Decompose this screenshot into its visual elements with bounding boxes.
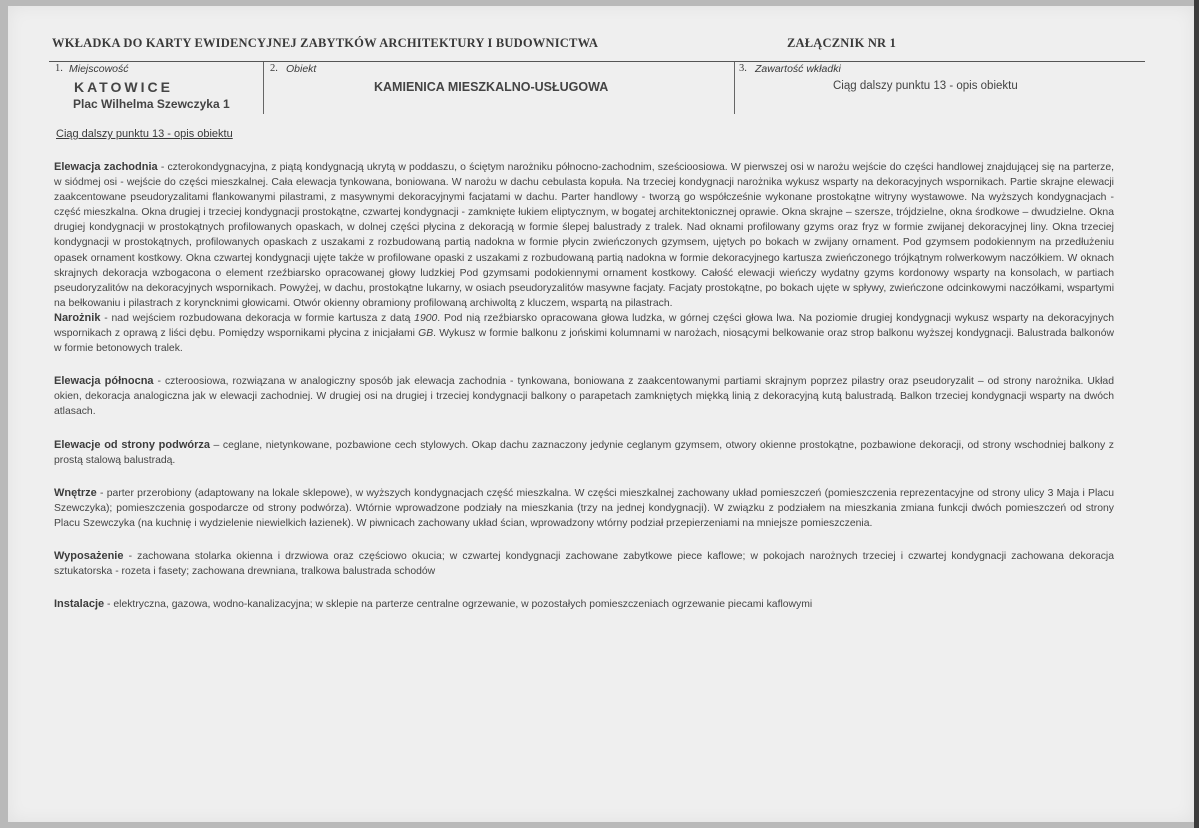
date-text: 1900 [414, 312, 438, 324]
section-text: - zachowana stolarka okienna i drzwiowa oraz częściowo okucia; w czwartej kondygnacji zachowane zabytkowe piece kaflowe; w pokojach narożnych trzeciej i czwartej kondygnacji zachowana dekoracja sztukatorska - rozeta i fasety; zachowana drewniana, tralkowa balustrada schodów [54, 550, 1114, 578]
north-elevation-paragraph [54, 374, 1114, 419]
section-heading: Narożnik [54, 311, 101, 324]
cell-number: 1. [55, 63, 63, 74]
locality-cell [49, 62, 263, 114]
section-heading: Wyposażenie [54, 549, 124, 562]
initials-text: GB [418, 328, 434, 340]
document-header [52, 32, 1132, 52]
attachment-number: ZAŁĄCZNIK NR 1 [787, 36, 897, 50]
section-text: - czterokondygnacyjna, z piątą kondygnacją ukrytą w poddaszu, o ściętym narożniku północno-zachodnim, sześcioosiowa. W pierwszej osi w narożu wejście do części handlowej znajdującej się na parterze, w siódmej osi - wejście do części mieszkalnej. Cała elewacja tynkowana, boniowana. W narożu w dachu cebulasta kopuła. Na trzeciej kondygnacji narożnika wykusz wsparty na dekoracyjnych wspornikach. Partie skrajne elewacji zaakcentowane pseudoryzalitami flankowanymi pilastrami, z masywnymi dekoracyjnymi facjatami w dachu. Parter handlowy - tworzą go współcześnie wykonane prostokątne witryny wystawowe. Na wyższych kondygnacjach - część mieszkalna. Okna drugiej i trzeciej kondygnacji prostokątne, czwartej kondygnacji - zamknięte łukiem eliptycznym, w bogatej architektonicznej oprawie. Okna skrajne – szersze, trójdzielne, okna środkowe – dwudzielne. Okna drugiej kondygnacji w prostokątnych profilowanych opaskach, w dolnej części płycina z dekoracją w formie ślepej balustrady z tralek. Nad oknami profilowany gzyms oraz fryz w formie zwijanej dekoracyjnej liny. Okna trzeciej kondygnacji w prostokątnych, profilowanych opaskach z uszakami z rozbudowaną partią nadokna w formie płycin zwieńczonych gzymsem, ujętych po bokach w zwijany ornament. Pod gzymsem podokiennym na przedłużeniu opasek ornament kostkowy. Okna czwartej kondygnacji ujęte także w profilowane opaski z uszakami z rozbudowaną partią nadokna w formie dekoracyjnego kartusza zwieńczonego trójkątnym rolwerkowym naczółkiem. W oknach skrajnych dekoracja wzbogacona o element rzeźbiarsko opracowanej głowy ludzkiej Pod gzymsami podokiennymi ornament kostkowy. Całość elewacji wieńczy wydatny gzyms kordonowy wsparty na konsolach, w partiach pseudoryzalitów na dekoracyjnych wspornikach. Powyżej, w dachu, prostokątne lukarny, w osiach pseudoryzalitów masywne facjaty. Facjaty prostokątne, po bokach ujęte w spływy, zwieńczone odcinkowymi naczółkami, wspartymi na bełkowaniu i pilastrach z koryncknimi głowicami. Otwór okienny obramiony profilowaną archiwoltą z kluczem, wspartą na pilastrach. [54, 162, 1114, 309]
street-address: Plac Wilhelma Szewczyka 1 [73, 97, 230, 111]
interior-paragraph [54, 486, 1114, 531]
section-text: - parter przerobiony (adaptowany na lokale sklepowe), w wyższych kondygnacjach część mieszkalna. W części mieszkalnej zachowany układ pomieszczeń (pomieszczenia reprezentacyjne od strony ulicy 3 Maja i Placu Szewczyka); pomieszczenia gospodarcze od strony podwórza). Wtórnie wprowadzone podziały na mieszkania (trzy na jednej kondygnacji). W związku z podziałem na mieszkania zmiana funkcji dwóch pomieszczeń od strony Placu Szewczyka (na kuchnię i wydzielenie niewielkich łazienek). W piwnicach zachowany układ ścian, wprowadzony wtórny podział przepierzeniami na mniejsze pomieszczenia. [54, 487, 1114, 529]
section-heading: Wnętrze [54, 486, 97, 499]
cell-number: 3. [739, 63, 747, 74]
description-body [54, 160, 1114, 630]
object-label: Obiekt [286, 63, 317, 75]
contents-value: Ciąg dalszy punktu 13 - opis obiektu [833, 80, 1018, 92]
cell-number: 2. [270, 63, 278, 74]
corner-paragraph [54, 311, 1114, 356]
contents-cell [733, 62, 1145, 114]
object-name: KAMIENICA MIESZKALNO-USŁUGOWA [374, 80, 609, 94]
installations-paragraph [54, 597, 1114, 612]
section-text: . Pod nią rzeźbiarsko opracowana głowa ludzka, w górnej części głowa lwa. Na poziomie drugiej kondygnacji wykusz wsparty na dekoracyjnych wspornikach z oprawą z liści dębu. Pomiędzy wspornikami płycina z inicjałami [54, 312, 1114, 340]
town-name: KATOWICE [74, 79, 173, 95]
object-cell [263, 62, 735, 114]
west-elevation-paragraph [54, 160, 1114, 311]
equipment-paragraph [54, 549, 1114, 579]
section-heading: Instalacje [54, 598, 105, 611]
section-heading: Elewacje od strony podwórza [54, 438, 211, 451]
document-title: WKŁADKA DO KARTY EWIDENCYJNEJ ZABYTKÓW ARCHITEKTURY I BUDOWNICTWA [52, 36, 599, 50]
locality-label: Miejscowość [69, 63, 129, 75]
section-text: - czteroosiowa, rozwiązana w analogiczny sposób jak elewacja zachodnia - tynkowana, boniowana z zaakcentowanymi partiami skrajnym poprzez pilastry oraz pseudoryzalit – od strony narożnika. Układ okien, dekoracja analogiczna jak w elewacji zachodniej. W drugiej osi na drugiej i trzeciej kondygnacji balkony o parapetach zamkniętych miękką linią z dekoracyjną kutą balustradą. Balkon trzeciej kondygnacji wsparty na dwóch atlasach. [54, 376, 1114, 418]
section-text: - nad wejściem rozbudowana dekoracja w formie kartusza z datą [100, 312, 415, 324]
section-heading: Elewacja zachodnia [54, 161, 158, 173]
info-table [49, 61, 1145, 114]
section-text: . Wykusz w formie balkonu z jońskimi kolumnami w narożach, niosącymi belkowanie oraz strop balkonu wyższej kondygnacji. Balustrada balkonów w formie betonowych tralek. [54, 328, 1114, 355]
section-text: – ceglane, nietynkowane, pozbawione cech stylowych. Okap dachu zaznaczony jedynie ceglanym gzymsem, otwory okienne prostokątne, pozbawione dekoracji, od strony wschodniej balkony z prostą stalową balustradą. [54, 439, 1114, 466]
scan-edge-shadow [1194, 0, 1199, 828]
contents-label: Zawartość wkładki [755, 63, 841, 75]
section-heading: Elewacja północna [54, 375, 154, 388]
section-subtitle: Ciąg dalszy punktu 13 - opis obiektu [56, 128, 233, 140]
section-text: - elektryczna, gazowa, wodno-kanalizacyjna; w sklepie na parterze centralne ogrzewanie, w pozostałych pomieszczeniach ogrzewanie piecami kaflowymi [104, 599, 813, 611]
yard-elevation-paragraph [54, 438, 1114, 468]
